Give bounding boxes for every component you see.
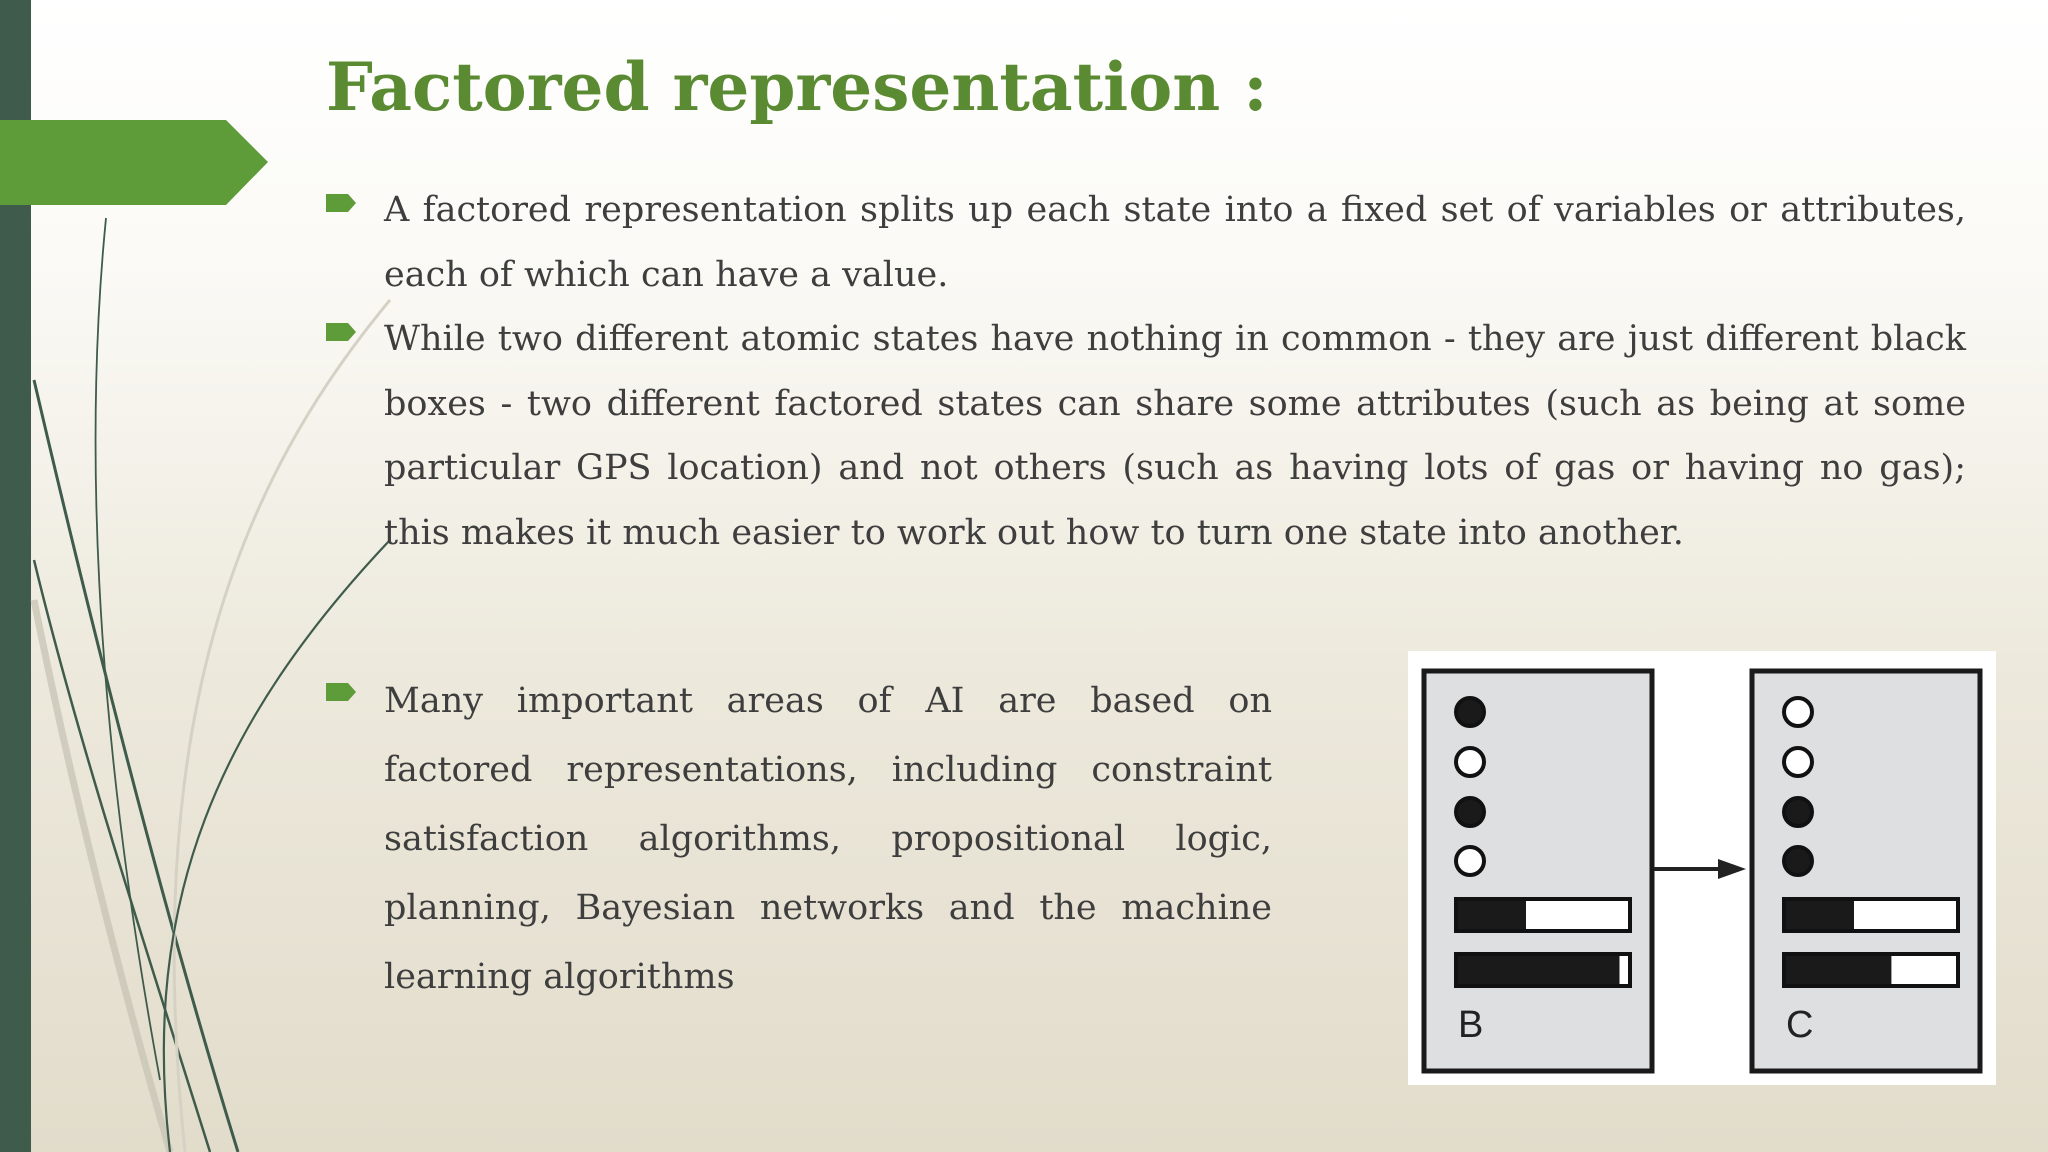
attribute-dot <box>1784 798 1812 826</box>
gauge-bar-fill <box>1786 956 1891 984</box>
gauge-bar-fill <box>1458 901 1526 929</box>
bullet-text: A factored representation splits up each state into a fixed set of variables or attributes, each of which can have a value. <box>384 190 1966 295</box>
slide-title: Factored representation : <box>326 48 1268 126</box>
bullet-text: Many important areas of AI are based on factored representations, including constraint satisfaction algorithms, propositional logic, planning, Bayesian networks and the machine learning algorithms <box>384 681 1272 997</box>
gauge-bar-fill <box>1458 956 1620 984</box>
attribute-dot <box>1456 798 1484 826</box>
state-c-box <box>1752 671 1980 1071</box>
gauge-bar-fill <box>1786 901 1854 929</box>
attribute-dot <box>1456 748 1484 776</box>
attribute-dot <box>1456 847 1484 875</box>
bullet-arrow-icon <box>326 683 356 701</box>
attribute-dot <box>1784 748 1812 776</box>
state-b-label: B <box>1458 1004 1484 1046</box>
bullet-arrow-icon <box>326 323 356 341</box>
state-b-box <box>1424 671 1652 1071</box>
bullet-text: While two different atomic states have nothing in common - they are just different black boxes - two different factored states can share some attributes (such as being at some particular GPS location) and not others (such as having lots of gas or having no gas); this makes it much easier to work out how to turn one state into another. <box>384 319 1966 553</box>
state-c-label: C <box>1786 1004 1814 1046</box>
factored-state-diagram <box>1408 651 1996 1085</box>
attribute-dot <box>1784 847 1812 875</box>
attribute-dot <box>1784 698 1812 726</box>
transition-arrow <box>1654 859 1746 879</box>
attribute-dot <box>1456 698 1484 726</box>
bullet-arrow-icon <box>326 194 356 212</box>
accent-arrow-shape <box>0 120 268 205</box>
